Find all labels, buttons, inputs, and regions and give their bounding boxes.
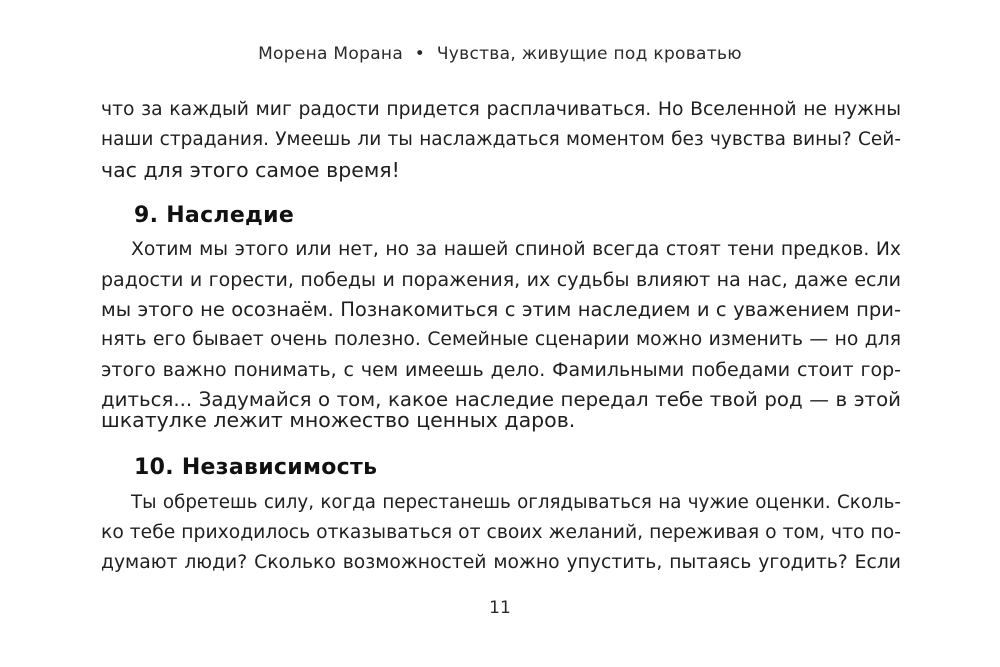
paragraph-line: мы этого не осознаём. Познакомиться с этим наследием и с уважением при- (101, 298, 901, 321)
paragraph-line: час для этого самое время! (101, 158, 400, 182)
header-separator: • (414, 44, 426, 64)
paragraph-line: думают люди? Сколько возможностей можно упустить, пытаясь угодить? Если (101, 552, 901, 573)
paragraph-line: этого важно понимать, с чем имеешь дело. Фамильными победами стоит гор- (101, 359, 901, 381)
paragraph-line: ко тебе приходилось отказываться от своих желаний, переживая о том, что по- (101, 522, 901, 543)
paragraph-line: наши страдания. Умеешь ли ты наслаждаться моментом без чувства вины? Сей- (101, 129, 901, 150)
paragraph-line: шкатулке лежит множество ценных даров. (101, 408, 576, 432)
paragraph-line: Ты обретешь силу, когда перестанешь оглядываться на чужие оценки. Сколь- (131, 492, 901, 513)
paragraph-line: нять его бывает очень полезно. Семейные сценарии можно изменить — но для (101, 329, 901, 350)
section-heading-9: 9. Наследие (134, 203, 295, 228)
paragraph-line: диться... Задумайся о том, какое наследие передал тебе твой род — в этой (101, 388, 901, 411)
running-header (0, 44, 1000, 64)
section-heading-10: 10. Независимость (134, 455, 378, 480)
page-number: 11 (489, 598, 511, 618)
paragraph-line: радости и горести, победы и поражения, их судьбы влияют на нас, даже если (101, 269, 901, 291)
header-author: Морена Морана (258, 44, 404, 64)
paragraph-line: что за каждый миг радости придется расплачиваться. Но Вселенной не нужны (101, 99, 901, 120)
paragraph-line: Хотим мы этого или нет, но за нашей спиной всегда стоят тени предков. Их (131, 239, 901, 260)
header-book-title: Чувства, живущие под кроватью (436, 44, 742, 64)
